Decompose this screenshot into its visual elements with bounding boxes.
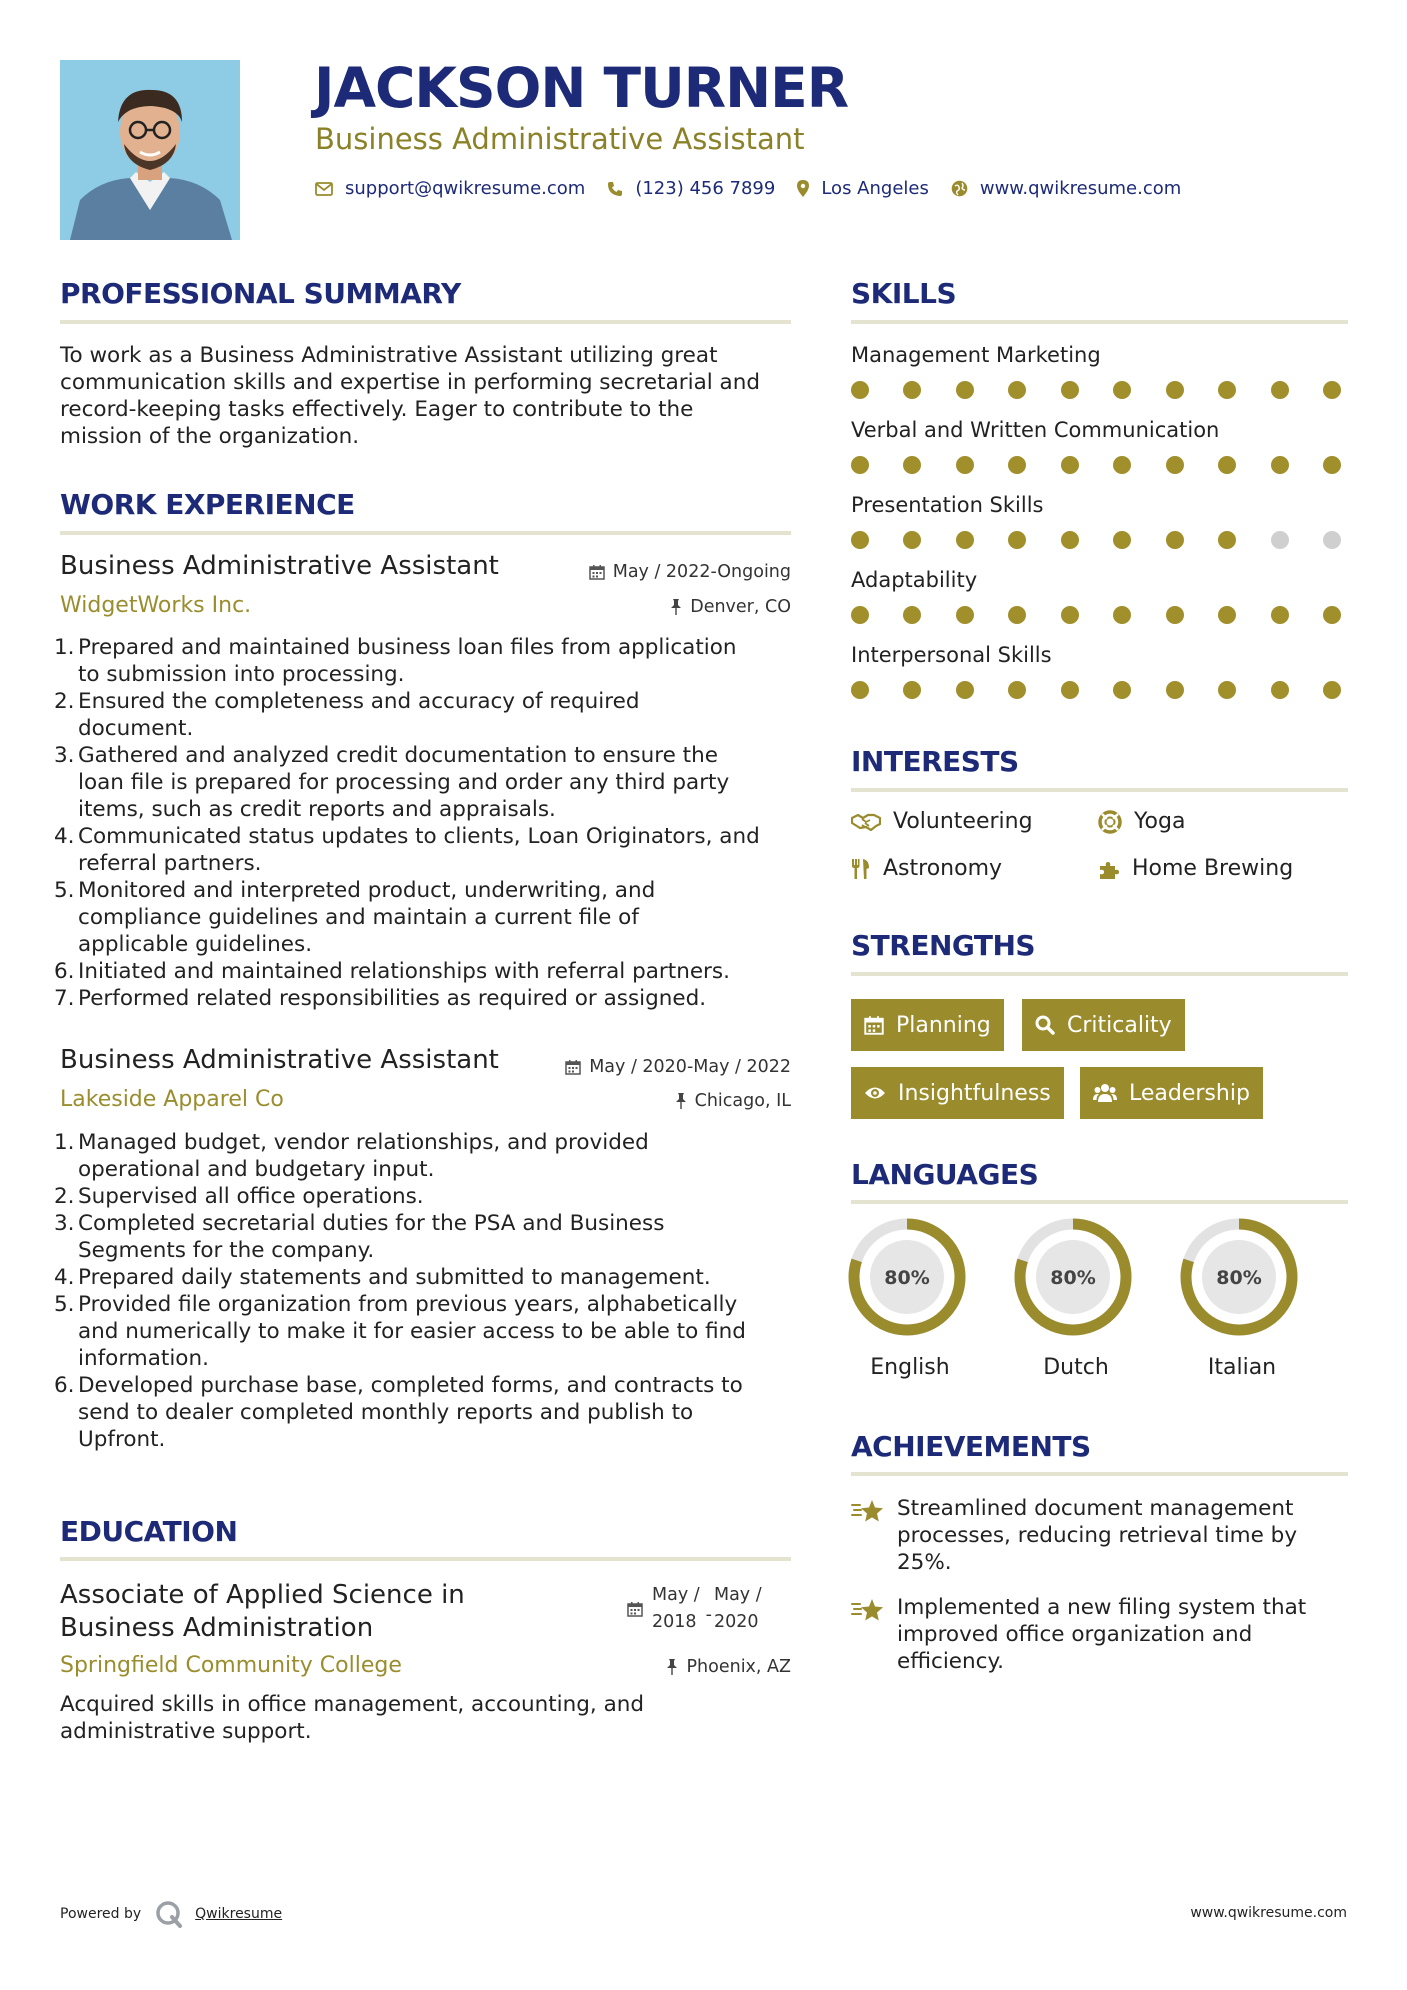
interests-heading: INTERESTS: [851, 745, 1019, 778]
school-name: Springfield Community College: [60, 1653, 402, 1678]
list-number: 5.: [54, 1292, 75, 1317]
skill-dot-filled: [956, 681, 974, 699]
calendar-icon: [565, 1059, 581, 1075]
candidate-role: Business Administrative Assistant: [315, 122, 805, 156]
interest-label: Volunteering: [893, 809, 1033, 834]
achievement-item: [851, 1495, 1297, 1576]
list-item: [54, 1129, 800, 1183]
achievement-line: Implemented a new filing system that: [897, 1595, 1307, 1620]
interest-item: [1098, 856, 1293, 881]
pushpin-icon: [675, 1093, 687, 1109]
list-item: [54, 688, 800, 742]
education-divider: [60, 1557, 791, 1561]
skill-label: Interpersonal Skills: [851, 643, 1052, 667]
strength-label: Insightfulness: [898, 1080, 1051, 1106]
calendar-icon: [627, 1601, 643, 1617]
skill-dot-filled: [956, 456, 974, 474]
star-icon: [851, 1499, 885, 1523]
skill-dot-filled: [1008, 381, 1026, 399]
powered-by-text: Powered by: [60, 1906, 142, 1922]
qwikresume-logo-icon: [155, 1900, 183, 1928]
list-line: Upfront.: [78, 1427, 166, 1452]
list-line: Communicated status updates to clients, Loan Originators, and: [78, 824, 760, 849]
list-line: Prepared and maintained business loan files from application: [78, 635, 737, 660]
school-location: [500, 1657, 791, 1677]
skill-dot-filled: [1061, 681, 1079, 699]
list-line: operational and budgetary input.: [78, 1157, 435, 1182]
description-line: administrative support.: [60, 1719, 312, 1744]
list-item: [54, 1291, 800, 1372]
list-line: document.: [78, 716, 194, 741]
email-text: support@qwikresume.com: [345, 178, 586, 199]
list-line: Completed secretarial duties for the PSA and Business: [78, 1211, 665, 1236]
skill-dot-filled: [1323, 606, 1341, 624]
list-number: 1.: [54, 635, 75, 660]
list-line: Initiated and maintained relationships with referral partners.: [78, 959, 730, 984]
website-text: www.qwikresume.com: [979, 178, 1182, 199]
list-item: [54, 823, 800, 877]
summary-line: communication skills and expertise in performing secretarial and: [60, 370, 760, 395]
skill-dot-filled: [1166, 681, 1184, 699]
interest-item: [851, 856, 1002, 881]
skill-dot-filled: [1113, 381, 1131, 399]
interest-label: Astronomy: [883, 856, 1003, 881]
strength-badge: [1080, 1067, 1263, 1119]
language-label: English: [870, 1355, 950, 1380]
description-line: Acquired skills in office management, accounting, and: [60, 1692, 645, 1717]
list-number: 2.: [54, 689, 75, 714]
skill-dot-filled: [1061, 381, 1079, 399]
skill-rating: [851, 381, 1341, 399]
skills-heading: SKILLS: [851, 277, 957, 310]
skill-dot-filled: [1113, 606, 1131, 624]
list-line: Prepared daily statements and submitted to management.: [78, 1265, 711, 1290]
list-line: Supervised all office operations.: [78, 1184, 424, 1209]
map-pin-icon: [797, 180, 809, 197]
languages-heading: LANGUAGES: [851, 1158, 1039, 1191]
date-text: May / 2020-May / 2022: [589, 1057, 791, 1077]
achievement-text: [897, 1594, 1306, 1675]
language-label: Italian: [1207, 1355, 1277, 1380]
brand-link[interactable]: Qwikresume: [195, 1906, 283, 1922]
start-year: 2018: [652, 1612, 697, 1632]
company-name: Lakeside Apparel Co: [60, 1087, 284, 1112]
list-line: Segments for the company.: [78, 1238, 375, 1263]
interest-label: Yoga: [1134, 809, 1186, 834]
languages-divider: [851, 1200, 1348, 1204]
skill-label: Management Marketing: [851, 343, 1101, 367]
job-title: Business Administrative Assistant: [60, 1045, 499, 1075]
users-icon: [1093, 1083, 1117, 1103]
skill-dot-filled: [851, 531, 869, 549]
skill-dot-filled: [956, 381, 974, 399]
skill-dot-filled: [1166, 456, 1184, 474]
skill-dot-filled: [956, 606, 974, 624]
job-duties-list: [54, 1129, 800, 1453]
list-item: [54, 1183, 800, 1210]
calendar-icon: [589, 564, 605, 580]
list-item: [54, 1210, 800, 1264]
list-item: [54, 877, 800, 958]
skill-dot-filled: [1218, 681, 1236, 699]
list-line: Ensured the completeness and accuracy of required: [78, 689, 640, 714]
utensils-icon: [851, 858, 871, 880]
skill-dot-filled: [851, 381, 869, 399]
list-number: 3.: [54, 743, 75, 768]
achievement-line: 25%.: [897, 1550, 952, 1575]
skill-dot-filled: [1008, 606, 1026, 624]
contact-email[interactable]: [315, 178, 585, 199]
pushpin-icon: [670, 599, 682, 615]
location-text: Los Angeles: [821, 178, 929, 199]
lifebuoy-icon: [1098, 810, 1122, 834]
skill-dot-filled: [1218, 606, 1236, 624]
skill-dot-filled: [1218, 381, 1236, 399]
candidate-name: JACKSON TURNER: [314, 56, 849, 120]
education-heading: EDUCATION: [60, 1515, 238, 1548]
strengths-heading: STRENGTHS: [851, 929, 1036, 962]
strength-badge: [851, 999, 1004, 1051]
strength-label: Criticality: [1067, 1012, 1172, 1038]
achievement-line: improved office organization and: [897, 1622, 1253, 1647]
handshake-icon: [851, 813, 881, 831]
education-description: [60, 1691, 644, 1745]
strength-label: Planning: [896, 1012, 991, 1038]
list-number: 6.: [54, 959, 75, 984]
skill-dot-filled: [1323, 456, 1341, 474]
location-text: Chicago, IL: [694, 1091, 791, 1111]
list-line: Monitored and interpreted product, underwriting, and: [78, 878, 656, 903]
puzzle-icon: [1098, 858, 1120, 880]
date-text: May / 2022-Ongoing: [612, 562, 791, 582]
job-date: [500, 562, 791, 582]
skill-rating: [851, 456, 1341, 474]
skill-dot-filled: [1271, 456, 1289, 474]
skill-dot-filled: [1323, 681, 1341, 699]
list-number: 3.: [54, 1211, 75, 1236]
skill-dot-filled: [1008, 531, 1026, 549]
skill-label: Adaptability: [851, 568, 978, 592]
skill-dot-filled: [1061, 456, 1079, 474]
interest-item: [1098, 809, 1185, 834]
skill-dot-filled: [1271, 381, 1289, 399]
list-number: 6.: [54, 1373, 75, 1398]
list-item: [54, 742, 800, 823]
list-item: [54, 985, 800, 1012]
end-year: 2020: [713, 1612, 759, 1632]
pushpin-icon: [666, 1659, 678, 1675]
language-percent: 80%: [1216, 1267, 1262, 1289]
summary-heading: PROFESSIONAL SUMMARY: [60, 277, 461, 310]
list-item: [54, 958, 800, 985]
skill-rating: [851, 681, 1341, 699]
skill-dot-filled: [1008, 681, 1026, 699]
company-name: WidgetWorks Inc.: [60, 593, 252, 618]
skill-dot-filled: [1113, 456, 1131, 474]
date-dash: -: [705, 1604, 712, 1625]
envelope-icon: [315, 182, 333, 196]
summary-text: [60, 342, 760, 450]
skill-dot-filled: [956, 531, 974, 549]
list-line: Gathered and analyzed credit documentation to ensure the: [78, 743, 718, 768]
list-line: to submission into processing.: [78, 662, 405, 687]
list-line: loan file is prepared for processing and order any third party: [78, 770, 730, 795]
skill-dot-filled: [903, 606, 921, 624]
skill-dot-filled: [1113, 681, 1131, 699]
end-date: [714, 1582, 762, 1636]
skill-dot-filled: [1166, 381, 1184, 399]
start-date: [652, 1582, 700, 1636]
skill-label: Presentation Skills: [851, 493, 1044, 517]
list-number: 4.: [54, 824, 75, 849]
skill-dot-filled: [1166, 531, 1184, 549]
education-date: [627, 1582, 762, 1636]
list-line: compliance guidelines and maintain a current file of: [78, 905, 639, 930]
skill-dot-filled: [1061, 606, 1079, 624]
skill-dot-filled: [1271, 606, 1289, 624]
list-line: information.: [78, 1346, 209, 1371]
list-line: Managed budget, vendor relationships, and provided: [78, 1130, 649, 1155]
summary-line: mission of the organization.: [60, 424, 360, 449]
list-number: 7.: [54, 986, 75, 1011]
phone-text: (123) 456 7899: [635, 178, 776, 199]
achievements-divider: [851, 1472, 1348, 1476]
degree-line: Associate of Applied Science in: [60, 1580, 465, 1610]
list-number: 4.: [54, 1265, 75, 1290]
list-item: [54, 634, 800, 688]
skill-dot-filled: [1218, 456, 1236, 474]
list-line: send to dealer completed monthly reports and publish to: [78, 1400, 694, 1425]
skill-dot-filled: [1166, 606, 1184, 624]
contact-phone[interactable]: [607, 178, 775, 199]
list-line: referral partners.: [78, 851, 262, 876]
achievement-text: [897, 1495, 1297, 1576]
footer-url[interactable]: www.qwikresume.com: [1190, 1905, 1347, 1921]
location-text: Denver, CO: [690, 597, 791, 617]
job-title: Business Administrative Assistant: [60, 551, 499, 581]
skills-divider: [851, 320, 1348, 324]
list-number: 5.: [54, 878, 75, 903]
skill-dot-filled: [903, 681, 921, 699]
achievement-line: efficiency.: [897, 1649, 1004, 1674]
job-location: [500, 1091, 791, 1111]
achievement-line: processes, reducing retrieval time by: [897, 1523, 1298, 1548]
summary-divider: [60, 320, 791, 324]
skill-rating: [851, 531, 1341, 549]
strength-label: Leadership: [1129, 1080, 1250, 1106]
skill-dot-empty: [1271, 531, 1289, 549]
skill-dot-filled: [1061, 531, 1079, 549]
list-line: and numerically to make it for easier access to be able to find: [78, 1319, 746, 1344]
skill-dot-filled: [1008, 456, 1026, 474]
language-percent: 80%: [1050, 1267, 1096, 1289]
degree-line: Business Administration: [60, 1613, 374, 1643]
start-month: May /: [652, 1585, 700, 1605]
interest-label: Home Brewing: [1132, 856, 1294, 881]
strengths-divider: [851, 972, 1348, 976]
location-text: Phoenix, AZ: [686, 1657, 791, 1677]
achievement-item: [851, 1594, 1306, 1675]
language-label: Dutch: [1043, 1355, 1109, 1380]
job-date: [500, 1057, 791, 1077]
star-icon: [851, 1598, 885, 1622]
degree-title: [60, 1579, 465, 1645]
interest-item: [851, 809, 1033, 834]
job-location: [500, 597, 791, 617]
work-heading: WORK EXPERIENCE: [60, 488, 355, 521]
list-line: Developed purchase base, completed forms, and contracts to: [78, 1373, 743, 1398]
globe-icon: [951, 180, 968, 197]
skill-rating: [851, 606, 1341, 624]
contact-bar: [315, 178, 1203, 199]
skill-dot-filled: [903, 531, 921, 549]
list-item: [54, 1372, 800, 1453]
work-divider: [60, 531, 791, 535]
strength-badge: [1022, 999, 1185, 1051]
language-percent: 80%: [884, 1267, 930, 1289]
skill-dot-filled: [851, 606, 869, 624]
phone-icon: [607, 181, 623, 197]
skill-dot-filled: [903, 456, 921, 474]
skill-dot-filled: [1113, 531, 1131, 549]
skill-dot-filled: [903, 381, 921, 399]
skill-dot-filled: [851, 456, 869, 474]
list-line: Performed related responsibilities as required or assigned.: [78, 986, 707, 1011]
achievement-line: Streamlined document management: [897, 1496, 1294, 1521]
list-number: 2.: [54, 1184, 75, 1209]
interests-divider: [851, 788, 1348, 792]
list-number: 1.: [54, 1130, 75, 1155]
list-item: [54, 1264, 800, 1291]
list-line: Provided file organization from previous years, alphabetically: [78, 1292, 738, 1317]
eye-icon: [864, 1085, 886, 1101]
summary-line: record-keeping tasks effectively. Eager to contribute to the: [60, 397, 694, 422]
job-duties-list: [54, 634, 800, 1012]
language-gauges: [845, 1215, 1345, 1350]
profile-photo: [60, 60, 240, 240]
calendar-icon: [864, 1015, 884, 1035]
skill-dot-empty: [1323, 531, 1341, 549]
skill-label: Verbal and Written Communication: [851, 418, 1220, 442]
contact-website[interactable]: [951, 178, 1181, 199]
contact-location: [797, 178, 929, 199]
footer-powered-by: [60, 1900, 282, 1928]
skill-dot-filled: [1323, 381, 1341, 399]
end-month: May /: [713, 1585, 762, 1605]
skill-dot-filled: [1271, 681, 1289, 699]
achievements-heading: ACHIEVEMENTS: [851, 1430, 1091, 1463]
strength-badge: [851, 1067, 1064, 1119]
summary-line: To work as a Business Administrative Assistant utilizing great: [60, 343, 718, 368]
list-line: applicable guidelines.: [78, 932, 313, 957]
list-line: items, such as credit reports and appraisals.: [78, 797, 556, 822]
skill-dot-filled: [1218, 531, 1236, 549]
skill-dot-filled: [851, 681, 869, 699]
search-icon: [1035, 1015, 1055, 1035]
